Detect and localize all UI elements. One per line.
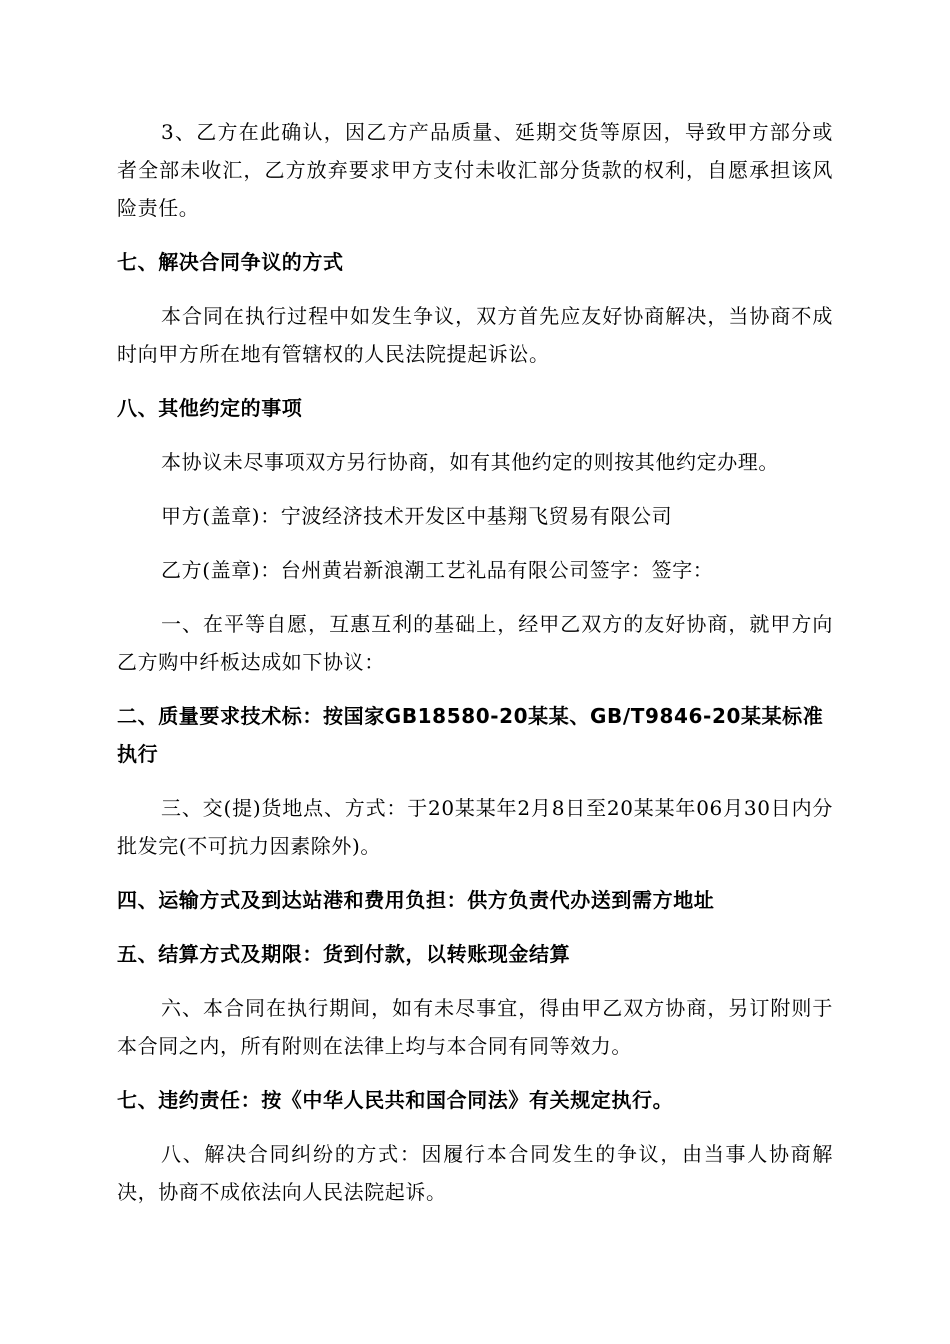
heading-settlement: 五、结算方式及期限：货到付款，以转账现金结算: [117, 942, 571, 966]
clause-8-dispute: 八、解决合同纠纷的方式：因履行本合同发生的争议，由当事人协商解决，协商不成依法向人民法院起诉。: [117, 1142, 833, 1204]
party-b-seal: 乙方(盖章)：台州黄岩新浪潮工艺礼品有限公司签字：签字：: [161, 558, 714, 582]
heading-transport: 四、运输方式及到达站港和费用负担：供方负责代办送到需方地址: [117, 888, 715, 912]
document-page: [117, 113, 833, 1227]
clause-1-agreement: 一、在平等自愿，互惠互利的基础上，经甲乙双方的友好协商，就甲方向乙方购中纤板达成如下协议：: [117, 612, 833, 674]
dispute-resolution-text: 本合同在执行过程中如发生争议，双方首先应友好协商解决，当协商不成时向甲方所在地有管辖权的人民法院提起诉讼。: [117, 304, 833, 366]
clause-3-delivery: 三、交(提)货地点、方式：于20某某年2月8日至20某某年06月30日内分批发完(不可抗力因素除外)。: [117, 796, 833, 858]
party-a-seal: 甲方(盖章)：宁波经济技术开发区中基翔飞贸易有限公司: [161, 504, 673, 528]
heading-other-matters: 八、其他约定的事项: [117, 396, 303, 420]
clause-3-confirmation: 3、乙方在此确认，因乙方产品质量、延期交货等原因，导致甲方部分或者全部未收汇，乙方放弃要求甲方支付未收汇部分货款的权利，自愿承担该风险责任。: [117, 120, 833, 220]
clause-6-supplement: 六、本合同在执行期间，如有未尽事宜，得由甲乙双方协商，另订附则于本合同之内，所有附则在法律上均与本合同有同等效力。: [117, 996, 833, 1058]
heading-dispute-resolution: 七、解决合同争议的方式: [117, 250, 344, 274]
other-matters-text: 本协议未尽事项双方另行协商，如有其他约定的则按其他约定办理。: [161, 450, 779, 474]
heading-breach-liability: 七、违约责任：按《中华人民共和国合同法》有关规定执行。: [117, 1088, 674, 1112]
heading-quality-standard: 二、质量要求技术标：按国家GB18580-20某某、GB/T9846-20某某标准执行: [117, 704, 824, 766]
